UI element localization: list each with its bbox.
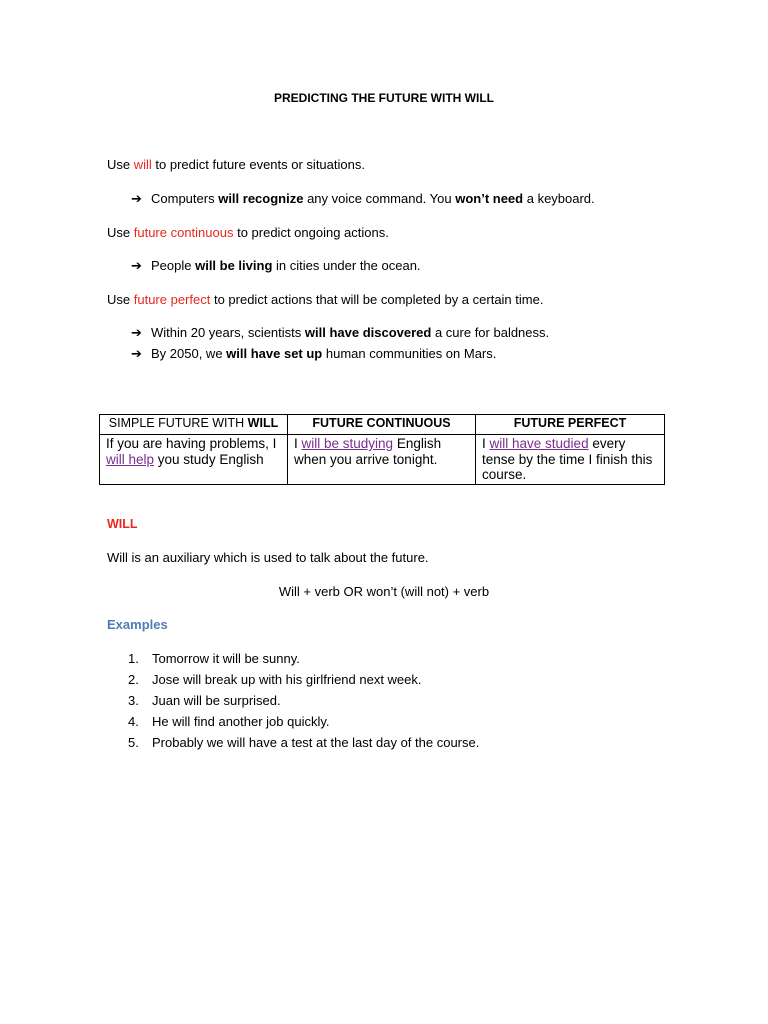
cell-highlight: will help [106,451,155,467]
table-header-row [100,415,665,435]
list-item [107,672,479,693]
right-arrow-icon: ➔ [131,346,142,361]
example-bullet [131,191,595,207]
rule-future-continuous [107,225,389,240]
example-bold: will recognize [218,191,304,206]
example-text: People [151,258,196,273]
examples-list [107,651,479,756]
table-cell [100,435,288,485]
table-cell [476,435,665,485]
right-arrow-icon: ➔ [131,325,142,340]
example-text: By 2050, we [151,346,227,361]
example-text: in cities under the ocean. [272,258,421,273]
rule-text: to predict ongoing actions. [233,225,389,240]
column-header-simple-future [100,415,288,435]
list-item [107,735,479,756]
example-bullet [131,346,496,362]
list-number: 2. [128,672,139,687]
cell-text: I [482,436,490,451]
table-cell [288,435,476,485]
cell-text: you study English [154,451,264,467]
list-number: 3. [128,693,139,708]
rule-text: Use [107,292,134,307]
section-heading-examples: Examples [107,617,168,632]
list-text: Tomorrow it will be sunny. [152,651,300,666]
rule-text: to predict actions that will be completed by a certain time. [210,292,544,307]
example-text: a cure for baldness. [431,325,550,340]
rule-future-perfect [107,292,543,307]
will-description: Will is an auxiliary which is used to talk about the future. [107,550,429,565]
column-header-future-continuous: FUTURE CONTINUOUS [288,415,476,435]
table-row [100,435,665,485]
cell-text: every tense by the time I finish this course. [482,436,653,482]
rule-highlight: future perfect [133,292,211,307]
header-text: SIMPLE FUTURE WITH [108,416,248,430]
column-header-future-perfect: FUTURE PERFECT [476,415,665,435]
cell-text: If you are having problems, I [106,436,277,451]
list-number: 1. [128,651,139,666]
list-item [107,714,479,735]
list-item [107,651,479,672]
right-arrow-icon: ➔ [131,191,142,206]
example-bullet [131,325,549,341]
example-text: Within 20 years, scientists [151,325,305,340]
rule-will [107,157,365,172]
right-arrow-icon: ➔ [131,258,142,273]
list-number: 4. [128,714,139,729]
header-bold: WILL [247,416,279,430]
example-bullet [131,258,421,274]
list-text: Jose will break up with his girlfriend next week. [152,672,422,687]
page-title: PREDICTING THE FUTURE WITH WILL [274,91,494,105]
list-item [107,693,479,714]
example-bold: will be living [195,258,273,273]
list-number: 5. [128,735,139,750]
rule-text: to predict future events or situations. [151,157,365,172]
rule-highlight: will [133,157,152,172]
tense-comparison-table [99,414,665,485]
cell-text: English when you arrive tonight. [294,436,442,467]
example-bold: will have set up [226,346,323,361]
example-bold: will have discovered [304,325,432,340]
example-bold: won’t need [455,191,524,206]
example-text: Computers [151,191,219,206]
example-text: any voice command. You [303,191,456,206]
list-text: He will find another job quickly. [152,714,330,729]
cell-highlight: will have studied [489,436,589,451]
cell-highlight: will be studying [301,436,394,451]
cell-text: I [294,436,302,451]
rule-highlight: future continuous [133,225,234,240]
section-heading-will: WILL [107,517,138,531]
example-text: human communities on Mars. [322,346,497,361]
list-text: Juan will be surprised. [152,693,281,708]
rule-text: Use [107,157,134,172]
rule-text: Use [107,225,134,240]
example-text: a keyboard. [523,191,595,206]
formula: Will + verb OR won’t (will not) + verb [278,584,490,599]
list-text: Probably we will have a test at the last day of the course. [152,735,480,750]
